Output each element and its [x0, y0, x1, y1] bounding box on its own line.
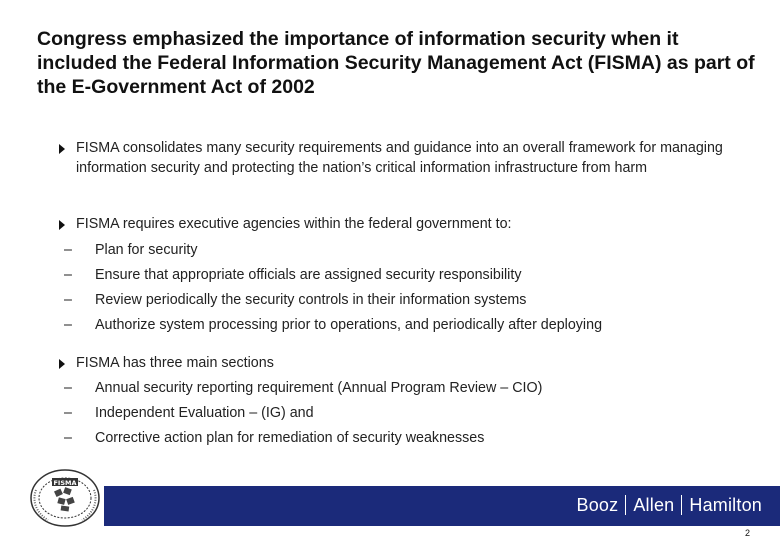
fisma-seal-logo — [28, 468, 102, 528]
bullet-item — [59, 139, 749, 178]
sub-bullet-text: Corrective action plan for remediation of security weaknesses — [95, 430, 485, 446]
sub-bullet-text: Independent Evaluation – (IG) and — [95, 405, 314, 421]
brand-word: Allen — [633, 495, 675, 515]
dash-marker: – — [64, 380, 72, 396]
dash-marker: – — [64, 405, 72, 421]
brand-divider — [681, 495, 682, 515]
bullet-item — [59, 354, 749, 374]
brand-word: Hamilton — [689, 495, 762, 515]
sub-bullet-text: Review periodically the security controls in their information systems — [95, 292, 527, 308]
dash-marker: – — [64, 242, 72, 258]
sub-bullet-item — [64, 241, 754, 260]
slide-title: Congress emphasized the importance of information security when it included the Federal Information Security Management Act (FISMA) as part of the E-Government Act of 2002 — [37, 28, 755, 98]
sub-bullet-text: Authorize system processing prior to operations, and periodically after deploying — [95, 317, 603, 333]
arrow-bullet-icon — [59, 144, 65, 154]
sub-bullet-item — [64, 404, 754, 423]
company-brand — [577, 495, 762, 516]
sub-bullet-text: Ensure that appropriate officials are assigned security responsibility — [95, 267, 522, 283]
sub-bullet-item — [64, 291, 754, 310]
bullet-text: FISMA requires executive agencies within the federal government to: — [76, 216, 512, 232]
sub-bullet-item — [64, 429, 754, 448]
bullet-item — [59, 215, 749, 235]
footer-band — [0, 486, 780, 526]
brand-divider — [625, 495, 626, 515]
dash-marker: – — [64, 267, 72, 283]
bullet-text: FISMA consolidates many security requirements and guidance into an overall framework for managing information security and protecting the nation’s critical information infrastructure from harm — [76, 140, 723, 176]
arrow-bullet-icon — [59, 359, 65, 369]
dash-marker: – — [64, 317, 72, 333]
bullet-text: FISMA has three main sections — [76, 355, 274, 371]
brand-word: Booz — [576, 495, 619, 515]
sub-bullet-item — [64, 316, 754, 335]
logo-text: FISMA — [53, 479, 77, 487]
sub-bullet-text: Plan for security — [95, 242, 198, 258]
page-number: 2 — [744, 528, 750, 538]
sub-bullet-item — [64, 266, 754, 285]
sub-bullet-item — [64, 379, 754, 398]
arrow-bullet-icon — [59, 220, 65, 230]
sub-bullet-text: Annual security reporting requirement (Annual Program Review – CIO) — [95, 380, 543, 396]
dash-marker: – — [64, 430, 72, 446]
dash-marker: – — [64, 292, 72, 308]
